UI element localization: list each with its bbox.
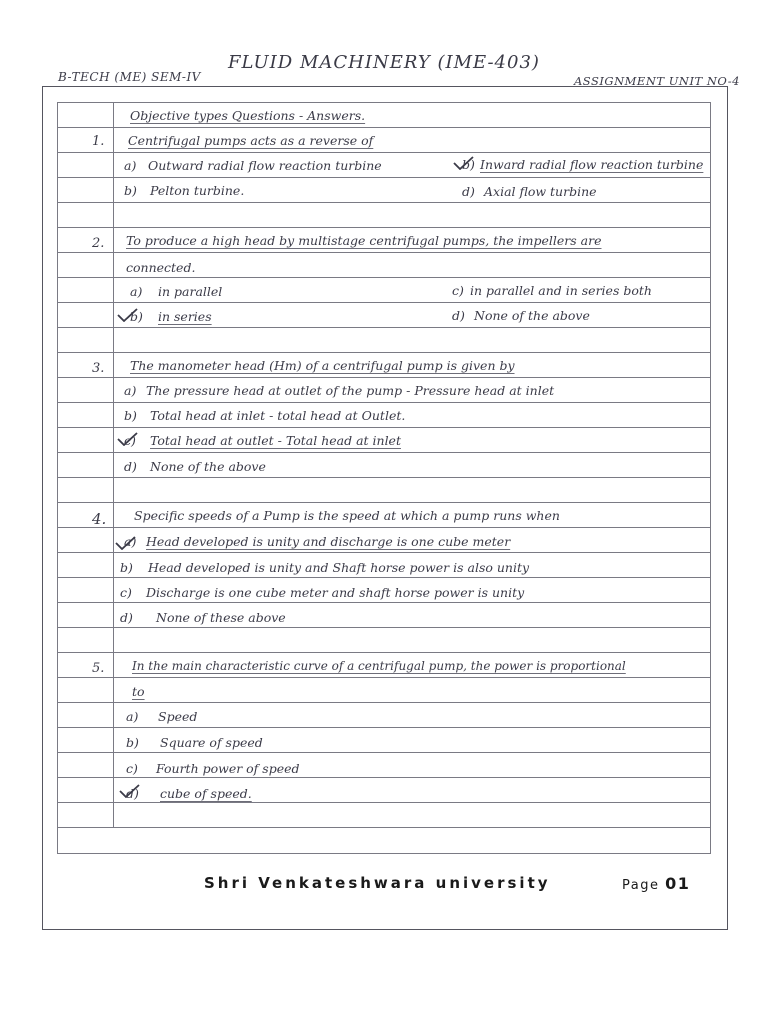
option-label: d) bbox=[462, 184, 475, 199]
option-text: Discharge is one cube meter and shaft horse power is unity bbox=[146, 585, 525, 600]
option-text: Head developed is unity and discharge is one cube meter bbox=[146, 534, 511, 549]
question-4-text: Specific speeds of a Pump is the speed at which a pump runs when bbox=[134, 508, 560, 523]
ruled-line bbox=[57, 777, 710, 778]
option-label: a) bbox=[130, 284, 143, 299]
ruled-line bbox=[57, 252, 710, 253]
option-label: b) bbox=[462, 157, 475, 172]
option-label: a) bbox=[124, 534, 137, 549]
option-text: cube of speed. bbox=[160, 786, 252, 801]
ruled-line bbox=[57, 502, 710, 503]
question-3-number: 3. bbox=[92, 361, 105, 376]
ruled-line bbox=[57, 227, 710, 228]
option-text: in parallel bbox=[158, 284, 223, 299]
margin-rule-number bbox=[113, 102, 114, 828]
university-name: Shri Venkateshwara university bbox=[204, 874, 551, 892]
option-text: Total head at outlet - Total head at inlet bbox=[150, 433, 401, 448]
option-text: Pelton turbine. bbox=[150, 183, 245, 198]
ruled-line bbox=[57, 302, 710, 303]
question-1-number: 1. bbox=[92, 134, 105, 149]
page-label: Page bbox=[622, 878, 660, 893]
option-label: a) bbox=[126, 709, 139, 724]
option-text: Inward radial flow reaction turbine bbox=[480, 157, 704, 172]
option-label: a) bbox=[124, 383, 137, 398]
option-text: None of the above bbox=[150, 459, 266, 474]
option-text: Fourth power of speed bbox=[156, 761, 300, 776]
ruled-line bbox=[57, 627, 710, 628]
option-text: The pressure head at outlet of the pump - Pressure head at inlet bbox=[146, 383, 555, 398]
option-label: d) bbox=[452, 308, 465, 323]
question-2-text: To produce a high head by multistage centrifugal pumps, the impellers are bbox=[126, 233, 602, 248]
option-text: Speed bbox=[158, 709, 198, 724]
ruled-line bbox=[57, 577, 710, 578]
ruled-line bbox=[57, 802, 710, 803]
question-3-text: The manometer head (Hm) of a centrifugal pump is given by bbox=[130, 358, 515, 373]
question-2-number: 2. bbox=[92, 236, 105, 251]
ruled-line bbox=[57, 702, 710, 703]
page-number: 01 bbox=[665, 874, 691, 893]
course-label: B-TECH (ME) SEM-IV bbox=[58, 70, 201, 84]
option-label: b) bbox=[124, 183, 137, 198]
section-heading: Objective types Questions - Answers. bbox=[130, 108, 366, 123]
option-label: c) bbox=[452, 283, 464, 298]
option-label: d) bbox=[124, 459, 137, 474]
question-2-text-continued: connected. bbox=[126, 260, 196, 275]
document-title: FLUID MACHINERY (IME-403) bbox=[228, 52, 540, 73]
option-label: b) bbox=[124, 408, 137, 423]
assignment-label: ASSIGNMENT UNIT NO-4 bbox=[574, 74, 740, 88]
option-label: b) bbox=[130, 309, 143, 324]
ruled-line bbox=[57, 602, 710, 603]
ruled-line bbox=[57, 652, 710, 653]
ruled-line bbox=[57, 177, 710, 178]
ruled-line bbox=[57, 202, 710, 203]
question-4-number: 4. bbox=[92, 510, 107, 528]
question-5-text-continued: to bbox=[132, 684, 145, 699]
question-5-text: In the main characteristic curve of a centrifugal pump, the power is proportional bbox=[132, 659, 626, 673]
page-indicator bbox=[622, 874, 690, 893]
option-label: a) bbox=[124, 158, 137, 173]
ruled-line bbox=[57, 827, 710, 828]
ruled-line bbox=[57, 427, 710, 428]
option-label: b) bbox=[120, 560, 133, 575]
option-text: None of the above bbox=[474, 308, 590, 323]
option-label: d) bbox=[126, 786, 139, 801]
ruled-line bbox=[57, 152, 710, 153]
ruled-line bbox=[57, 377, 710, 378]
ruled-line bbox=[57, 527, 710, 528]
option-label: c) bbox=[120, 585, 132, 600]
option-label: c) bbox=[124, 433, 136, 448]
option-label: b) bbox=[126, 735, 139, 750]
ruled-line bbox=[57, 752, 710, 753]
ruled-line bbox=[57, 452, 710, 453]
ruled-line bbox=[57, 327, 710, 328]
option-text: Outward radial flow reaction turbine bbox=[148, 158, 382, 173]
option-label: c) bbox=[126, 761, 138, 776]
option-text: Axial flow turbine bbox=[484, 184, 597, 199]
ruled-line bbox=[57, 277, 710, 278]
margin-rule-right bbox=[710, 102, 711, 854]
option-text: in parallel and in series both bbox=[470, 283, 652, 298]
option-label: d) bbox=[120, 610, 133, 625]
question-5-number: 5. bbox=[92, 661, 105, 676]
option-text: Total head at inlet - total head at Outlet. bbox=[150, 408, 406, 423]
question-1-text: Centrifugal pumps acts as a reverse of bbox=[128, 133, 374, 148]
margin-rule-left bbox=[57, 102, 58, 854]
ruled-line bbox=[57, 853, 710, 854]
option-text: None of these above bbox=[156, 610, 286, 625]
option-text: Square of speed bbox=[160, 735, 263, 750]
option-text: Head developed is unity and Shaft horse power is also unity bbox=[148, 560, 530, 575]
ruled-line bbox=[57, 552, 710, 553]
ruled-line bbox=[57, 352, 710, 353]
option-text: in series bbox=[158, 309, 212, 324]
ruled-line bbox=[57, 102, 710, 103]
ruled-line bbox=[57, 727, 710, 728]
ruled-line bbox=[57, 677, 710, 678]
ruled-line bbox=[57, 127, 710, 128]
ruled-line bbox=[57, 402, 710, 403]
ruled-line bbox=[57, 477, 710, 478]
